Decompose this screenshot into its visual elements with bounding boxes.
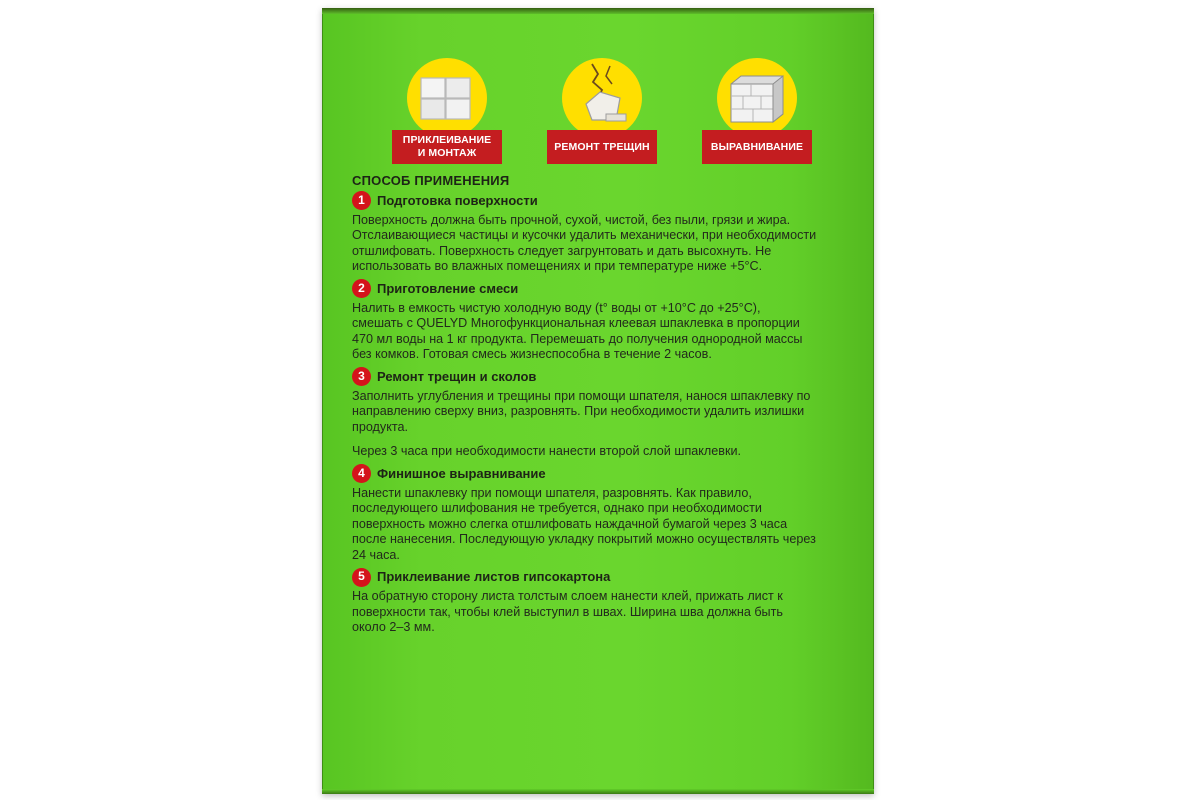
step-number-badge: 4	[352, 464, 371, 483]
wall-leveling-icon	[717, 58, 797, 138]
step-header	[352, 367, 857, 387]
step-header	[352, 279, 857, 299]
feature-icons-row	[392, 58, 812, 173]
step-text: Поверхность должна быть прочной, сухой, чистой, без пыли, грязи и жира. Отслаивающиеся частицы и кусочки удалить механически, при необходимости отшлифовать. Поверхность следует загрунтовать и дать высохнуть. Не использовать во влажных помещениях и при температуре ниже +5°С.	[352, 212, 817, 273]
feature-label: ПРИКЛЕИВАНИЕ И МОНТАЖ	[392, 130, 502, 164]
box-bottom-edge	[322, 789, 874, 794]
product-box-back	[322, 8, 874, 794]
feature-label: РЕМОНТ ТРЕЩИН	[547, 130, 657, 164]
step-text: На обратную сторону листа толстым слоем нанести клей, прижать лист к поверхности так, чтобы клей выступил в швах. Ширина шва должна быть около 2–3 мм.	[352, 589, 783, 634]
step-1	[352, 191, 857, 275]
step-text: Через 3 часа при необходимости нанести второй слой шпаклевки.	[352, 444, 742, 458]
step-text: Налить в емкость чистую холодную воду (t° воды от +10°С до +25°С), смешать с QUELYD Многофункциональная клеевая шпаклевка в пропорции 470 мл воды на 1 кг продукта. Перемешать до получения однородной массы без комков. Готовая смесь жизнеспособна в течение 2 часов.	[352, 300, 803, 361]
step-text: Нанести шпаклевку при помощи шпателя, разровнять. Как правило, последующего шлифования не требуется, однако при необходимости поверхность можно слегка отшлифовать наждачной бумагой через 3 часа после нанесения. Последующую укладку покрытий можно осуществлять через 24 часа.	[352, 485, 816, 562]
step-number-badge: 3	[352, 367, 371, 386]
step-title: Ремонт трещин и сколов	[377, 368, 537, 384]
step-title: Финишное выравнивание	[377, 465, 546, 481]
section-title: СПОСОБ ПРИМЕНЕНИЯ	[352, 173, 510, 188]
feature-crack-repair	[547, 58, 657, 170]
step-number-badge: 5	[352, 568, 371, 587]
step-text: Заполнить углубления и трещины при помощи шпателя, нанося шпаклевку по направлению сверху вниз, разровнять. При необходимости удалить излишки продукта.	[352, 388, 811, 434]
step-title: Приклеивание листов гипсокартона	[377, 569, 611, 585]
feature-circle	[562, 58, 642, 138]
instructions	[352, 173, 857, 640]
step-5	[352, 567, 857, 636]
feature-label: ВЫРАВНИВАНИЕ	[702, 130, 812, 164]
step-4	[352, 464, 857, 564]
step-title: Приготовление смеси	[377, 280, 519, 296]
box-top-edge	[322, 8, 874, 14]
step-header	[352, 567, 857, 587]
step-header	[352, 191, 857, 211]
feature-leveling	[702, 58, 812, 170]
feature-glue-mounting	[392, 58, 502, 170]
step-number-badge: 1	[352, 191, 371, 210]
step-header	[352, 464, 857, 484]
feature-circle	[407, 58, 487, 138]
glue-panels-icon	[407, 58, 487, 138]
feature-circle	[717, 58, 797, 138]
step-number-badge: 2	[352, 279, 371, 298]
step-2	[352, 279, 857, 363]
step-title: Подготовка поверхности	[377, 192, 538, 208]
step-3	[352, 367, 857, 460]
crack-repair-icon	[562, 58, 642, 138]
